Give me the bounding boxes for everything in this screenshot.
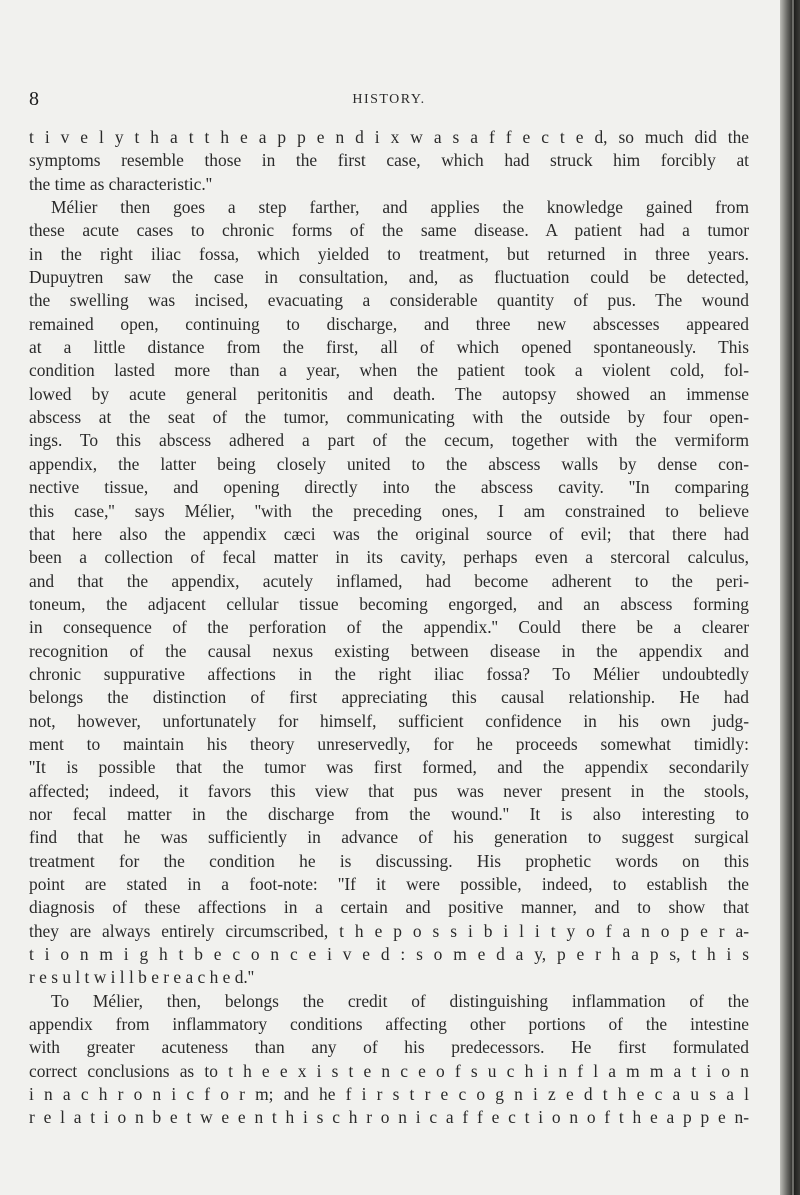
text-line: appendix, the latter being closely united to the abscess walls by dense con- <box>29 453 749 474</box>
text-line: treatment for the condition he is discussing. His prophetic words on this <box>29 850 749 871</box>
text-line: at a little distance from the first, all of which opened spontaneously. This <box>29 337 749 358</box>
text-line: point are stated in a foot-note: ''If it were possible, indeed, to establish the <box>29 874 749 894</box>
text-line: the swelling was incised, evacuating a considerable quantity of pus. The wound <box>29 290 749 311</box>
text-line: toneum, the adjacent cellular tissue becoming engorged, and an abscess forming <box>29 593 749 614</box>
text-line: r e l a t i o n b e t w e e n t h i s c h r o n i c a f f e c t i o n o f t h e a p p e n- <box>29 1107 749 1128</box>
text-line: Dupuytren saw the case in consultation, and, as fluctuation could be detected, <box>29 267 749 288</box>
text-line: recognition of the causal nexus existing between disease in the appendix and <box>29 640 749 661</box>
page-edge-highlight <box>792 0 794 1195</box>
text-line: that here also the appendix cæci was the original source of evil; that there had <box>29 523 749 544</box>
text-line: t i o n m i g h t b e c o n c e i v e d : s o m e d a y, p e r h a p s, t h i s <box>29 944 749 965</box>
text-line: affected; indeed, it favors this view that pus was never present in the stools, <box>29 780 749 801</box>
text-line: Mélier then goes a step farther, and applies the knowledge gained from <box>51 197 749 218</box>
text-line: ''It is possible that the tumor was first formed, and the appendix secondarily <box>29 757 749 778</box>
text-line: belongs the distinction of first appreciating this causal relationship. He had <box>29 687 749 708</box>
text-line: they are always entirely circumscribed, t h e p o s s i b i l i t y o f a n o p e r a- <box>29 920 749 941</box>
text-line: and that the appendix, acutely inflamed, had become adherent to the peri- <box>29 570 749 591</box>
text-line: abscess at the seat of the tumor, communicating with the outside by four open- <box>29 407 749 428</box>
page-number: 8 <box>29 88 39 110</box>
text-line: nective tissue, and opening directly into the abscess cavity. ''In comparing <box>29 477 749 498</box>
text-line: with greater acuteness than any of his predecessors. He first formulated <box>29 1037 749 1058</box>
text-line: been a collection of fecal matter in its cavity, perhaps even a stercoral calculus, <box>29 547 749 568</box>
text-line: t i v e l y t h a t t h e a p p e n d i x w a s a f f e c t e d, so much did the <box>29 127 749 147</box>
text-line: lowed by acute general peritonitis and death. The autopsy showed an immense <box>29 383 749 404</box>
text-line: remained open, continuing to discharge, and three new abscesses appeared <box>29 313 749 334</box>
text-line: nor fecal matter in the discharge from the wound.'' It is also interesting to <box>29 803 749 824</box>
text-line: the time as characteristic.'' <box>29 173 212 194</box>
text-line: chronic suppurative affections in the right iliac fossa? To Mélier undoubtedly <box>29 663 749 684</box>
text-line: r e s u l t w i l l b e r e a c h e d.'' <box>29 967 255 988</box>
text-line: not, however, unfortunately for himself, sufficient confidence in his own judg- <box>29 710 749 731</box>
text-line: ment to maintain his theory unreservedly, for he proceeds somewhat timidly: <box>29 733 749 754</box>
text-line: diagnosis of these affections in a certain and positive manner, and to show that <box>29 897 749 918</box>
body-text <box>29 126 749 1130</box>
text-line: in the right iliac fossa, which yielded to treatment, but returned in three years. <box>29 243 749 264</box>
text-line: this case,'' says Mélier, ''with the preceding ones, I am constrained to believe <box>29 500 749 521</box>
page-edge-shadow <box>780 0 800 1195</box>
text-line: condition lasted more than a year, when the patient took a violent cold, fol- <box>29 360 749 381</box>
text-line: i n a c h r o n i c f o r m; and he f i r s t r e c o g n i z e d t h e c a u s a l <box>29 1084 749 1105</box>
text-line: correct conclusions as to t h e e x i s t e n c e o f s u c h i n f l a m m a t i o n <box>29 1060 749 1081</box>
text-line: these acute cases to chronic forms of the same disease. A patient had a tumor <box>29 220 749 241</box>
running-head: HISTORY. <box>352 92 426 107</box>
page-header <box>29 88 749 110</box>
text-line: symptoms resemble those in the first case, which had struck him forcibly at <box>29 150 749 171</box>
text-line: in consequence of the perforation of the appendix.'' Could there be a clearer <box>29 617 749 638</box>
text-line: appendix from inflammatory conditions affecting other portions of the intestine <box>29 1014 749 1035</box>
text-line: ings. To this abscess adhered a part of the cecum, together with the vermiform <box>29 430 749 451</box>
text-line: find that he was sufficiently in advance of his generation to suggest surgical <box>29 827 749 848</box>
text-line: To Mélier, then, belongs the credit of distinguishing inflammation of the <box>51 990 749 1011</box>
